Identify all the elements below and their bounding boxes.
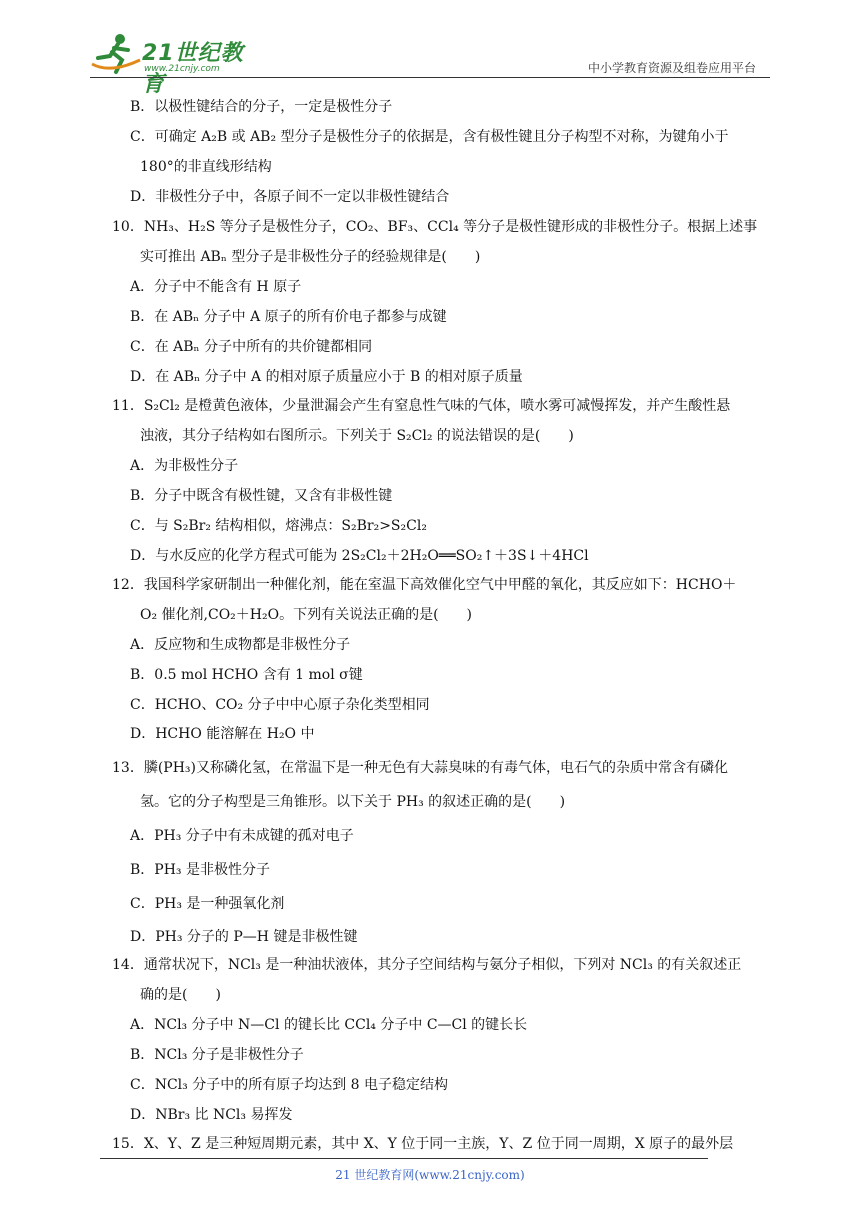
answer-option-line: C．可确定 A₂B 或 AB₂ 型分子是极性分子的依据是，含有极性键且分子构型不对称，为键角小于 <box>130 129 729 145</box>
header-divider <box>90 77 770 78</box>
continuation-line: 180°的非直线形结构 <box>140 159 272 175</box>
answer-option-line: D．与水反应的化学方程式可能为 2S₂Cl₂＋2H₂O══SO₂↑＋3S↓＋4HCl <box>130 548 589 564</box>
continuation-line: 氢。它的分子构型是三角锥形。以下关于 PH₃ 的叙述正确的是( ) <box>140 794 566 810</box>
answer-option-line: D．非极性分子中，各原子间不一定以非极性键结合 <box>130 189 450 205</box>
answer-option-line: B．分子中既含有极性键，又含有非极性键 <box>130 488 393 504</box>
logo-url: www.21cnjy.com <box>144 64 220 74</box>
answer-option-line: A．分子中不能含有 H 原子 <box>130 279 302 295</box>
answer-option-line: B．0.5 mol HCHO 含有 1 mol σ键 <box>130 667 363 683</box>
answer-option-line: C．HCHO、CO₂ 分子中中心原子杂化类型相同 <box>130 697 430 713</box>
site-name: 中小学教育资源及组卷应用平台 <box>587 61 756 75</box>
continuation-line: 实可推出 ABₙ 型分子是非极性分子的经验规律是( ) <box>140 249 481 265</box>
answer-option-line: A．NCl₃ 分子中 N—Cl 的键长比 CCl₄ 分子中 C—Cl 的键长长 <box>130 1017 528 1033</box>
answer-option-line: A．为非极性分子 <box>130 458 239 474</box>
answer-option-line: C．PH₃ 是一种强氧化剂 <box>130 896 285 912</box>
footer-divider <box>100 1158 708 1159</box>
answer-option-line: B．NCl₃ 分子是非极性分子 <box>130 1047 304 1063</box>
continuation-line: 确的是( ) <box>140 987 221 1003</box>
page-footer: 21 世纪教育网(www.21cnjy.com) <box>335 1168 525 1182</box>
continuation-line: 浊液，其分子结构如右图所示。下列关于 S₂Cl₂ 的说法错误的是( ) <box>140 428 574 444</box>
answer-option-line: B．以极性键结合的分子，一定是极性分子 <box>130 99 393 115</box>
question-stem-line: 15．X、Y、Z 是三种短周期元素，其中 X、Y 位于同一主族，Y、Z 位于同一周期，X 原子的最外层 <box>112 1136 734 1152</box>
answer-option-line: D．在 ABₙ 分子中 A 的相对原子质量应小于 B 的相对原子质量 <box>130 369 523 385</box>
question-stem-line: 14．通常状况下，NCl₃ 是一种油状液体，其分子空间结构与氨分子相似，下列对 NCl₃ 的有关叙述正 <box>112 957 742 973</box>
question-stem-line: 11．S₂Cl₂ 是橙黄色液体，少量泄漏会产生有窒息性气味的气体，喷水雾可减慢挥发，并产生酸性悬 <box>112 398 731 414</box>
site-logo <box>90 30 260 97</box>
answer-option-line: A．反应物和生成物都是非极性分子 <box>130 637 351 653</box>
answer-option-line: C．在 ABₙ 分子中所有的共价键都相同 <box>130 339 373 355</box>
page-header <box>90 30 770 97</box>
question-stem-line: 12．我国科学家研制出一种催化剂，能在室温下高效催化空气中甲醛的氧化，其反应如下：HCHO＋ <box>112 577 737 593</box>
answer-option-line: A．PH₃ 分子中有未成键的孤对电子 <box>130 828 354 844</box>
answer-option-line: D．PH₃ 分子的 P—H 键是非极性键 <box>130 929 358 945</box>
answer-option-line: B．在 ABₙ 分子中 A 原子的所有价电子都参与成键 <box>130 309 447 325</box>
answer-option-line: B．PH₃ 是非极性分子 <box>130 862 270 878</box>
answer-option-line: D．NBr₃ 比 NCl₃ 易挥发 <box>130 1107 293 1123</box>
question-stem-line: 10．NH₃、H₂S 等分子是极性分子，CO₂、BF₃、CCl₄ 等分子是极性键形成的非极性分子。根据上述事 <box>112 219 758 235</box>
answer-option-line: D．HCHO 能溶解在 H₂O 中 <box>130 726 315 742</box>
answer-option-line: C．NCl₃ 分子中的所有原子均达到 8 电子稳定结构 <box>130 1077 449 1093</box>
question-stem-line: 13．膦(PH₃)又称磷化氢，在常温下是一种无色有大蒜臭味的有毒气体，电石气的杂质中常含有磷化 <box>112 760 728 776</box>
runner-logo-icon <box>90 30 142 76</box>
continuation-line: O₂ 催化剂,CO₂＋H₂O。下列有关说法正确的是( ) <box>140 607 473 623</box>
logo-text: 21世纪教育 <box>142 41 244 97</box>
answer-option-line: C．与 S₂Br₂ 结构相似，熔沸点：S₂Br₂>S₂Cl₂ <box>130 518 427 534</box>
